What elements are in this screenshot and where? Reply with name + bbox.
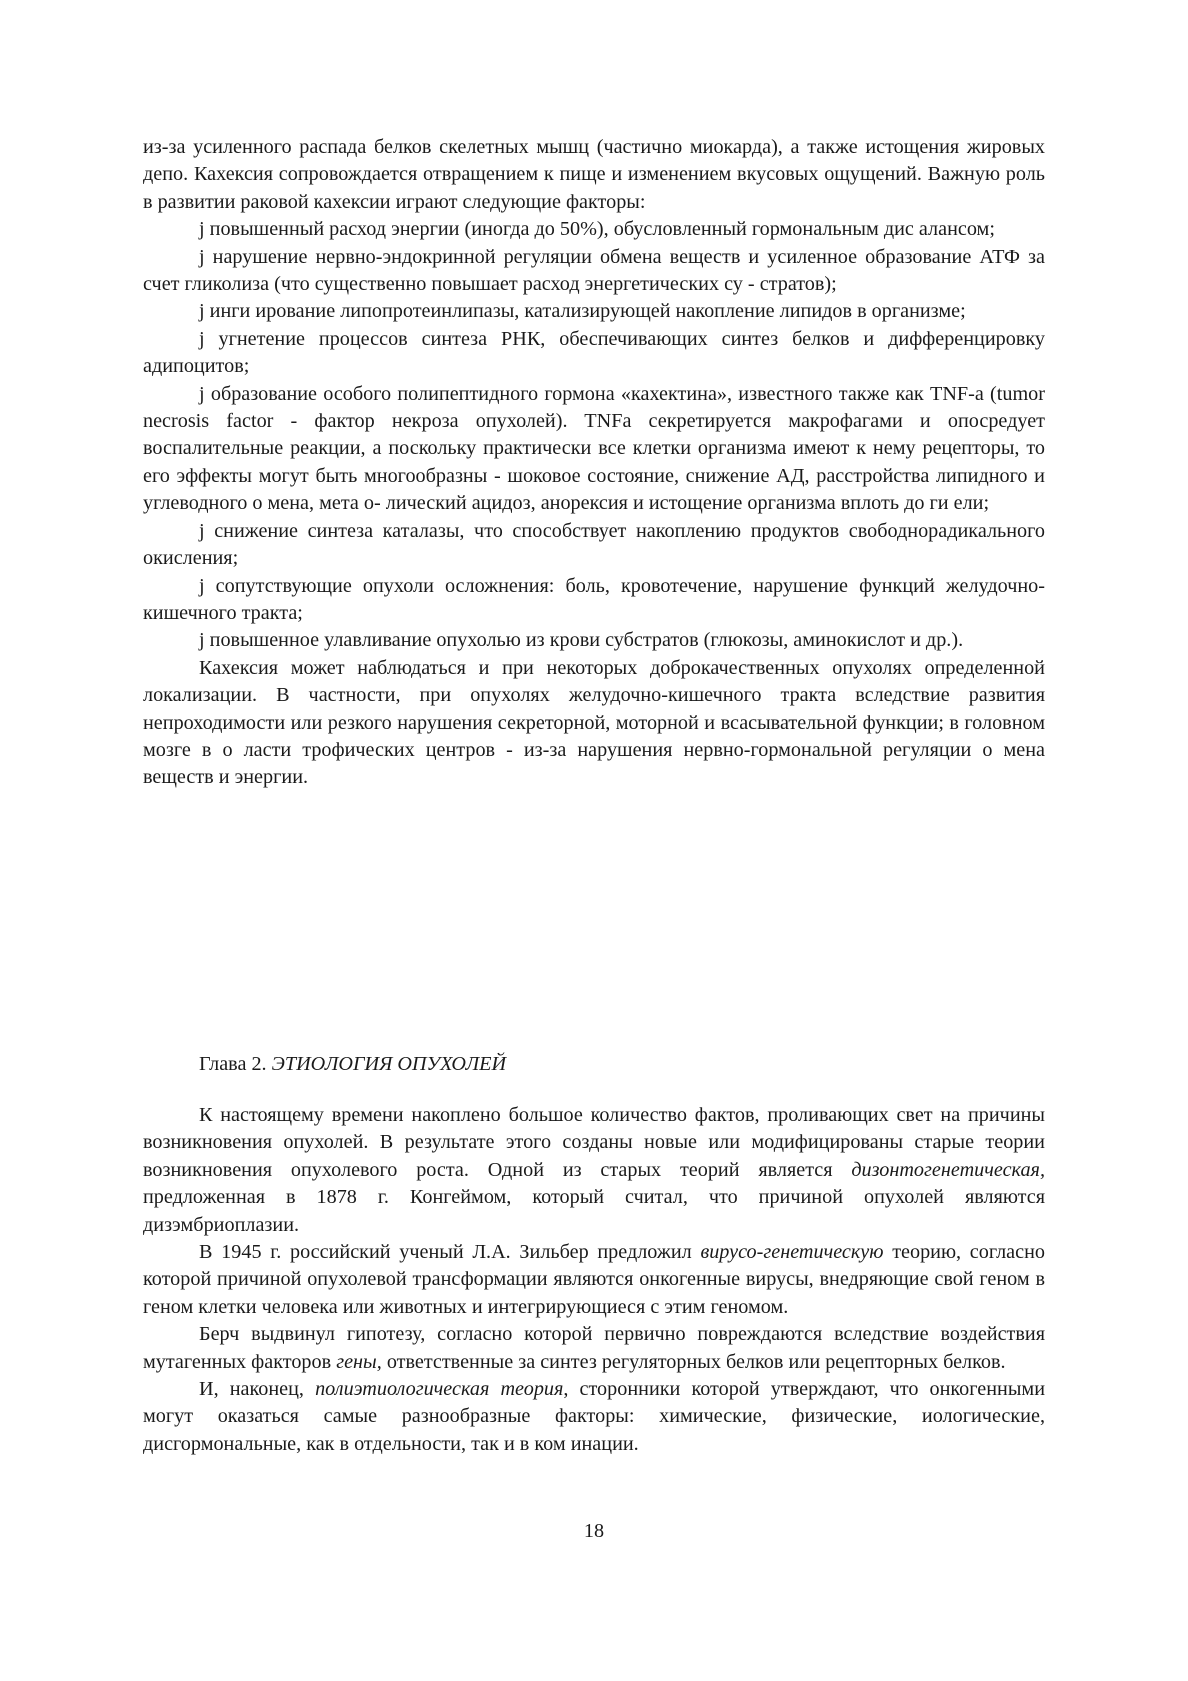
chapter-title: ЭТИОЛОГИЯ ОПУХОЛЕЙ (271, 1053, 507, 1075)
list-item-lipoprotein-lipase: j инги ирование липопротеинлипазы, катализирующей накопление липидов в организме; (199, 300, 966, 323)
text-block-cachexia (143, 134, 1045, 792)
list-item-cachectin: j образование особого полипептидного гормона «кахектина», известного также как TNF-a (tumor necrosis factor - фактор некроза опухолей). TNFa секретируется макрофагами и опосредует воспалительные реакции, а поскольку практически все клетки организма имеют к нему рецепторы, то его эффекты могут быть многообразны - шоковое состояние, снижение АД, расстройства липидного и углеводного о мена, мета о- лический ацидоз, анорексия и истощение организма вплоть до ги ели; (143, 382, 1045, 515)
paragraph-text: И, наконец, (199, 1378, 304, 1401)
page-number: 18 (583, 1520, 605, 1542)
paragraph-theories-intro (143, 1102, 1045, 1239)
list-item-energy: j повышенный расход энергии (иногда до 50%), обусловленный гормональным дис алансом; (199, 218, 995, 241)
term-genes: гены, (336, 1350, 382, 1373)
text-block-etiology (143, 1102, 1045, 1458)
paragraph-zilber-theory (143, 1239, 1045, 1321)
list-item-rna-synthesis: j угнетение процессов синтеза РНК, обеспечивающих синтез белков и дифференцировку адипоцитов; (143, 327, 1045, 378)
paragraph-text: К настоящему времени накоплено большое количество фактов, проливающих свет на причины возникновения опухолей. В результате этого созданы новые или модифицированы старые теории возникновения опухолевого роста. Одной из старых теорий является (143, 1104, 1045, 1181)
paragraph-text: теорию, согласно которой причиной опухолевой трансформации являются онкогенные вирусы, внедряющие свой геном в геном клетки человека или животных и интегрирующиеся с этим геномом. (143, 1241, 1046, 1318)
paragraph-text: предложенная в 1878 г. Конгеймом, который считал, что причиной опухолей являются дизэмбриоплазии. (143, 1186, 1045, 1236)
term-polyetiologic: полиэтиологическая теория (315, 1378, 564, 1401)
term-virus-genetic: вирусо-генетическую (700, 1241, 884, 1264)
paragraph-polyetiologic-theory (143, 1376, 1045, 1458)
chapter-label: Глава 2. (199, 1053, 267, 1075)
list-item-catalase: j снижение синтеза каталазы, что способствует накоплению продуктов свободнорадикального окисления; (143, 519, 1045, 570)
paragraph-benign-tumors: Кахексия может наблюдаться и при некоторых доброкачественных опухолях определенной локализации. В частности, при опухолях желудочно-кишечного тракта вследствие развития непроходимости или резкого нарушения секреторной, моторной и всасывательной функции; в головном мозге в о ласти трофических центров - из-за нарушения нервно-гормональной регуляции о мена веществ и энергии. (143, 656, 1045, 789)
paragraph-text: Берч выдвинул гипотезу, согласно которой первично повреждаются вследствие воздействия мутагенных факторов (143, 1323, 1045, 1373)
term-dysontogenetic: дизонтогенетическая, (851, 1158, 1045, 1181)
paragraph-cachexia-intro: из-за усиленного распада белков скелетных мышц (частично миокарда), а также истощения жировых депо. Кахексия сопровождается отвращением к пище и изменением вкусовых ощущений. Важную роль в развитии раковой кахексии играют следующие факторы: (143, 136, 1045, 213)
chapter-heading (199, 1051, 506, 1078)
paragraph-burch-hypothesis (143, 1321, 1045, 1376)
list-item-substrate-capture: j повышенное улавливание опухолью из крови субстратов (глюкозы, аминокислот и др.). (199, 629, 964, 652)
paragraph-text: В 1945 г. российский ученый Л.А. Зильбер предложил (199, 1241, 692, 1264)
paragraph-text: , сторонники которой утверждают, что онкогенными могут оказаться самые разнообразные факторы: химические, физические, иологические, дисгормональные, как в отдельности, так и в ком инации. (143, 1378, 1045, 1455)
list-item-neuroendocrine: j нарушение нервно-эндокринной регуляции обмена веществ и усиленное образование АТФ за счет гликолиза (что существенно повышает расход энергетических су - стратов); (143, 245, 1045, 296)
list-item-complications: j сопутствующие опухоли осложнения: боль, кровотечение, нарушение функций желудочно-кишечного тракта; (143, 574, 1045, 624)
paragraph-text: ответственные за синтез регуляторных белков или рецепторных белков. (386, 1350, 1006, 1373)
